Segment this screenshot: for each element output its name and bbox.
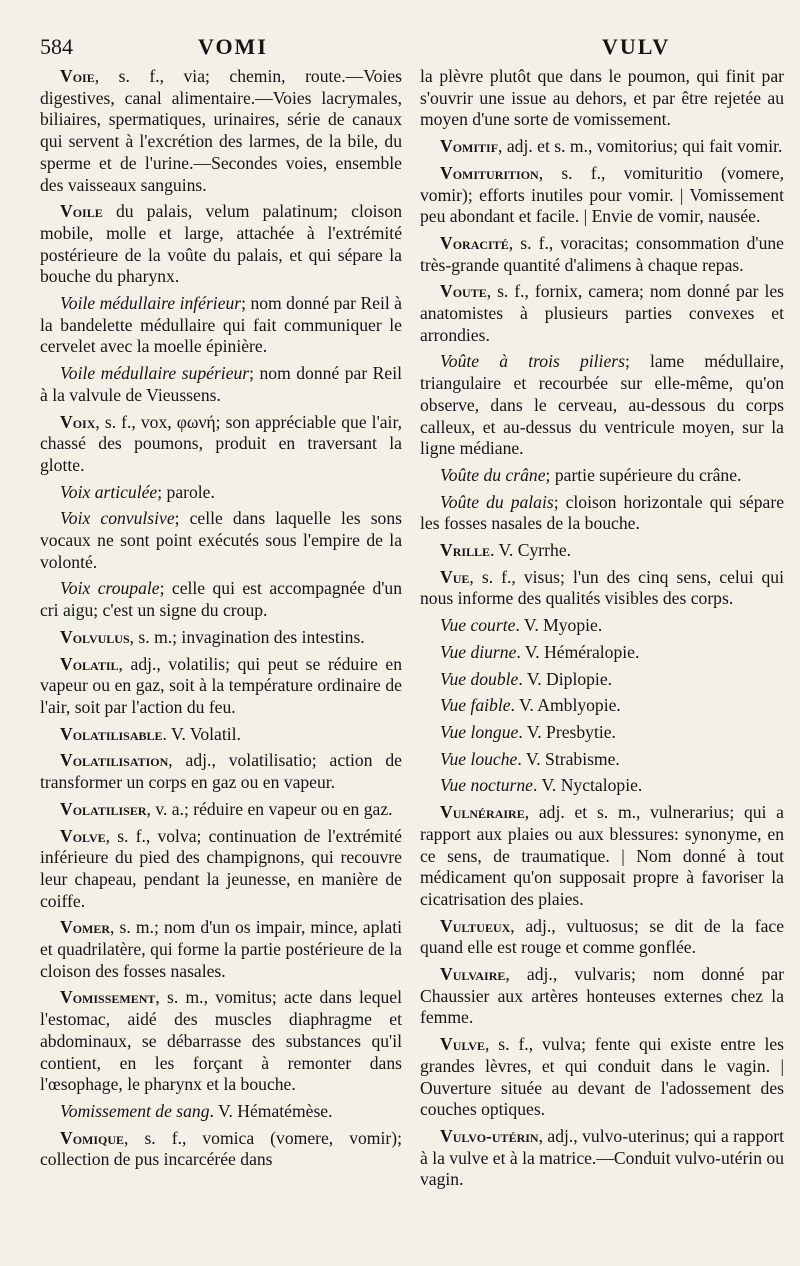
entry-headword: Vomique <box>60 1127 125 1148</box>
entry-headword: Vultueux <box>440 915 511 936</box>
entry-headword: Vulvaire <box>440 964 506 985</box>
dictionary-entry <box>420 722 784 744</box>
entry-definition: , v. a.; réduire en vapeur ou en gaz. <box>146 798 393 819</box>
entry-definition: , s. m.; invagination des intestins. <box>129 626 365 647</box>
entry-headword: Vrille <box>440 540 491 561</box>
dictionary-entry <box>420 669 784 691</box>
dictionary-entry <box>420 642 784 664</box>
dictionary-entry <box>40 1128 402 1171</box>
entry-subterm: Voix croupale <box>60 578 160 599</box>
entry-definition: . V. Volatil. <box>162 723 241 744</box>
dictionary-entry <box>420 1034 784 1121</box>
dictionary-entry <box>40 66 402 196</box>
right-column <box>420 66 784 1196</box>
dictionary-entry <box>40 654 402 719</box>
entry-definition: ; lame médullaire, triangulaire et recourbée sur elle-même, qu'on observe, dans le cerveau, au-dessous du corps calleux, et au-dessus du ventricule moyen, sur la ligne médiane. <box>420 351 784 459</box>
entry-definition: , adj., vulvo-uterinus; qui a rapport à la vulve et à la matrice.—Conduit vulvo-utérin ou vagin. <box>420 1125 784 1190</box>
entry-subterm: Vue diurne <box>440 641 517 662</box>
entry-headword: Vue <box>440 566 470 587</box>
text-columns <box>40 66 784 1196</box>
dictionary-entry <box>420 802 784 911</box>
dictionary-entry <box>40 750 402 793</box>
entry-definition: , adj., vulvaris; nom donné par Chaussier aux artères honteuses externes chez la femme. <box>420 964 784 1028</box>
entry-definition: du palais, velum palatinum; cloison mobile, molle et large, attachée à l'extrémité postérieure de la voûte du palais, et qui sépare la bouche du pharynx. <box>40 201 402 287</box>
running-header <box>40 34 784 66</box>
entry-headword: Vomer <box>60 917 111 938</box>
dictionary-entry <box>420 163 784 228</box>
entry-headword: Voix <box>60 411 96 432</box>
entry-definition: , adj., volatilis; qui peut se réduire en vapeur ou en gaz, soit à la température ordinaire de l'air, soit par l'action du feu. <box>40 653 402 717</box>
entry-subterm: Vomissement de sang <box>60 1100 210 1121</box>
entry-definition: ; nom donné par Reil à la bandelette médullaire qui fait communiquer le cervelet avec la moelle épinière. <box>40 293 402 357</box>
entry-headword: Vulnéraire <box>440 802 525 823</box>
entry-definition: . V. Amblyopie. <box>510 695 621 716</box>
entry-headword: Volatilisation <box>60 750 169 771</box>
dictionary-entry <box>40 508 402 573</box>
left-column <box>40 66 402 1196</box>
entry-definition: ; celle qui est accompagnée d'un cri aigu; c'est un signe du croup. <box>40 578 403 621</box>
dictionary-entry <box>420 281 784 346</box>
entry-headword: Voie <box>60 66 95 86</box>
dictionary-entry <box>40 201 402 288</box>
dictionary-entry <box>420 749 784 771</box>
entry-definition: , s. f., vulva; fente qui existe entre les grandes lèvres, et qui conduit dans le vagin. | Ouverture située au devant de l'adossement des couches optiques. <box>420 1034 784 1120</box>
entry-subterm: Vue louche <box>440 748 518 769</box>
dictionary-entry <box>40 578 402 621</box>
dictionary-entry <box>40 293 402 358</box>
dictionary-entry <box>420 567 784 610</box>
entry-definition: ; cloison horizontale qui sépare les fosses nasales de la bouche. <box>420 491 784 534</box>
entry-definition: , adj., volatilisatio; action de transformer un corps en gaz ou en vapeur. <box>40 750 402 793</box>
dictionary-entry <box>420 492 784 535</box>
entry-definition: . V. Myopie. <box>515 615 603 636</box>
entry-definition: . V. Strabisme. <box>517 748 620 769</box>
dictionary-entry <box>40 799 402 821</box>
dictionary-entry <box>420 540 784 562</box>
entry-subterm: Vue faible <box>440 695 511 716</box>
dictionary-entry <box>420 964 784 1029</box>
entry-definition: , s. f., vomica (vomere, vomir); collection de pus incarcérée dans <box>40 1127 402 1170</box>
entry-definition: , s. f., vox, φωνή; son appréciable que l'air, chassé des poumons, produit en traversant la glotte. <box>40 411 402 475</box>
dictionary-entry <box>40 917 402 982</box>
entry-definition: ; nom donné par Reil à la valvule de Vieussens. <box>40 363 402 405</box>
entry-definition: . V. Cyrrhe. <box>490 540 572 561</box>
dictionary-entry <box>420 695 784 717</box>
entry-definition: . V. Diplopie. <box>518 668 613 689</box>
entry-definition: . V. Héméralopie. <box>516 641 640 662</box>
entry-subterm: Vue double <box>440 668 519 689</box>
entry-subterm: Voix convulsive <box>60 508 175 529</box>
entry-headword: Vulve <box>440 1034 485 1055</box>
dictionary-entry <box>40 1101 402 1123</box>
dictionary-entry <box>40 412 402 477</box>
entry-subterm: Voile médullaire supérieur <box>60 363 250 384</box>
entry-headword: Voile <box>60 201 103 222</box>
entry-subterm: Voûte du crâne <box>440 464 546 485</box>
entry-definition: la plèvre plutôt que dans le poumon, qui finit par s'ouvrir une issue au dehors, et par être rejetée au moyen d'une sorte de vomissement. <box>420 66 784 130</box>
left-running-title: VOMI <box>198 34 268 59</box>
entry-headword: Vomitif <box>440 136 499 157</box>
dictionary-entry <box>420 136 784 158</box>
entry-subterm: Voile médullaire inférieur <box>60 293 242 314</box>
dictionary-entry <box>420 465 784 487</box>
entry-definition: , s. f., voracitas; consommation d'une très-grande quantité d'alimens à chaque repas. <box>420 232 784 275</box>
entry-headword: Volvulus <box>60 626 130 647</box>
entry-headword: Voracité <box>440 232 509 253</box>
dictionary-entry <box>40 482 402 504</box>
entry-headword: Vomiturition <box>440 162 539 183</box>
entry-headword: Volatil <box>60 653 119 674</box>
dictionary-entry <box>40 987 402 1096</box>
entry-headword: Vulvo-utérin <box>440 1125 539 1146</box>
right-running-title: VULV <box>602 34 671 59</box>
entry-headword: Volve <box>60 825 106 846</box>
entry-definition: , s. f., volva; continuation de l'extrémité inférieure du pied des champignons, qui recouvre leur chapeau, pendant la jeunesse, en manière de coiffe. <box>40 825 402 911</box>
entry-definition: , s. f., via; chemin, route.—Voies digestives, canal alimentaire.—Voies lacrymales, biliaires, spermatiques, urinaires, série de canaux qui servent à l'excrétion des larmes, de la bile, du sperme et de l'urine.—Secondes voies, ensemble des vaisseaux sanguins. <box>40 66 402 195</box>
entry-headword: Vomissement <box>60 987 156 1008</box>
entry-definition: . V. Presbytie. <box>518 721 616 742</box>
dictionary-entry <box>420 233 784 276</box>
entry-subterm: Voix articulée <box>60 481 158 502</box>
dictionary-entry <box>420 615 784 637</box>
entry-definition: ; partie supérieure du crâne. <box>545 464 742 485</box>
dictionary-entry <box>420 775 784 797</box>
dictionary-entry <box>420 916 784 959</box>
dictionary-entry <box>420 66 784 131</box>
entry-definition: , adj., vultuosus; se dit de la face quand elle est rouge et comme gonflée. <box>420 915 784 958</box>
entry-headword: Volatilisable <box>60 723 163 744</box>
entry-definition: ; celle dans laquelle les sons vocaux ne sont point exécutés sous l'empire de la volonté. <box>40 508 402 572</box>
entry-definition: . V. Nyctalopie. <box>533 775 643 796</box>
entry-definition: . V. Hématémèse. <box>209 1100 333 1121</box>
entry-definition: , s. m.; nom d'un os impair, mince, aplati et quadrilatère, qui forme la partie postérieure de la cloison des fosses nasales. <box>40 917 402 981</box>
entry-definition: , s. f., vomituritio (vomere, vomir); efforts inutiles pour vomir. | Vomissement peu abondant et facile. | Envie de vomir, nausée. <box>420 162 784 227</box>
entry-subterm: Vue nocturne <box>440 775 533 796</box>
entry-definition: , adj. et s. m., vomitorius; qui fait vomir. <box>498 136 783 157</box>
dictionary-entry <box>40 724 402 746</box>
dictionary-entry <box>40 627 402 649</box>
dictionary-entry <box>40 363 402 406</box>
dictionary-entry <box>420 1126 784 1191</box>
entry-subterm: Voûte du palais <box>440 491 554 512</box>
entry-definition: ; parole. <box>157 481 215 502</box>
entry-definition: , s. f., visus; l'un des cinq sens, celui qui nous informe des qualités visibles des corps. <box>420 566 784 609</box>
entry-subterm: Vue courte <box>440 615 516 636</box>
entry-headword: Voute <box>440 281 487 302</box>
dictionary-entry <box>420 351 784 460</box>
entry-definition: , s. m., vomitus; acte dans lequel l'estomac, aidé des muscles diaphragme et abdominaux, se débarrasse des substances qu'il contient, en les forçant à remonter dans l'œsophage, le pharynx et la bouche. <box>40 987 402 1095</box>
entry-definition: , s. f., fornix, camera; nom donné par les anatomistes à plusieurs parties convexes et arrondies. <box>420 281 784 345</box>
entry-subterm: Voûte à trois piliers <box>440 351 625 372</box>
entry-definition: , adj. et s. m., vulnerarius; qui a rapport aux plaies ou aux blessures: synonyme, en ce sens, de traumatique. | Nom donné à tout médicament qu'on supposait propre à favoriser la cicatrisation des plaies. <box>420 802 784 909</box>
dictionary-entry <box>40 826 402 913</box>
entry-subterm: Vue longue <box>440 721 519 742</box>
page-number: 584 <box>40 34 73 59</box>
entry-headword: Volatiliser <box>60 798 147 819</box>
